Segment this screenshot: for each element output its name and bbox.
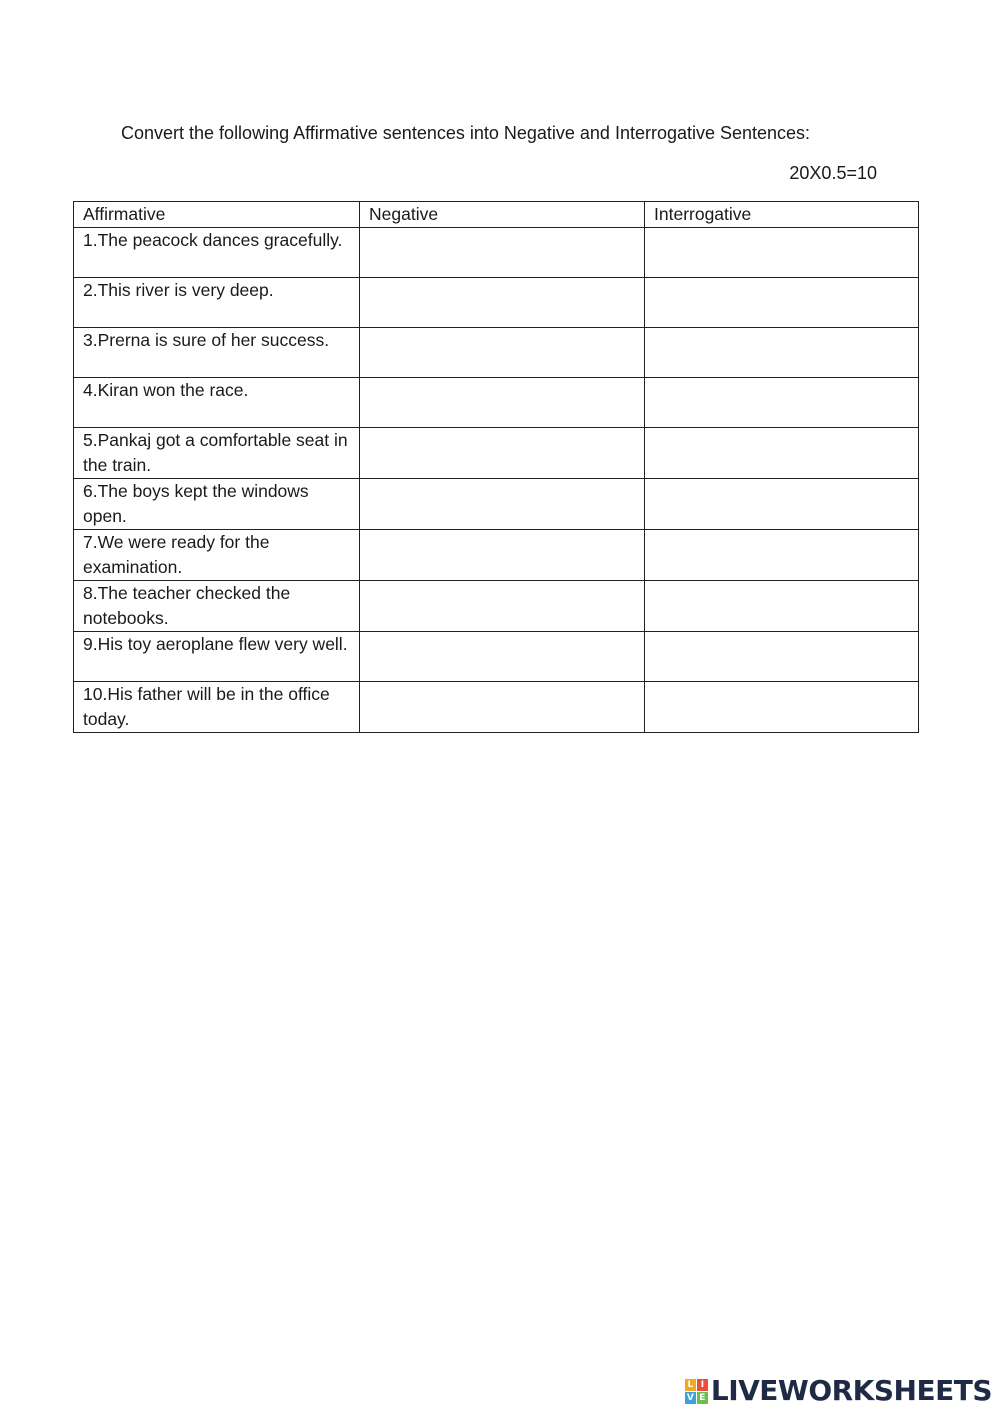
affirmative-cell: 4.Kiran won the race. xyxy=(74,378,360,428)
negative-answer-field[interactable] xyxy=(360,632,645,682)
negative-answer-field[interactable] xyxy=(360,228,645,278)
logo-wordmark: LIVEWORKSHEETS xyxy=(710,1374,992,1407)
marks-label: 20X0.5=10 xyxy=(789,163,877,183)
negative-answer-field[interactable] xyxy=(360,479,645,530)
interrogative-answer-field[interactable] xyxy=(645,378,919,428)
interrogative-answer-field[interactable] xyxy=(645,632,919,682)
interrogative-answer-field[interactable] xyxy=(645,228,919,278)
logo-square: V xyxy=(685,1392,696,1404)
table-row xyxy=(74,479,919,530)
affirmative-cell: 8.The teacher checked the notebooks. xyxy=(74,581,360,632)
affirmative-cell: 7.We were ready for the examination. xyxy=(74,530,360,581)
liveworksheets-logo-icon xyxy=(685,1379,708,1404)
table-row xyxy=(74,278,919,328)
negative-answer-field[interactable] xyxy=(360,682,645,733)
worksheet-table xyxy=(73,201,919,733)
logo-square: E xyxy=(697,1392,708,1404)
table-row xyxy=(74,632,919,682)
interrogative-answer-field[interactable] xyxy=(645,682,919,733)
interrogative-answer-field[interactable] xyxy=(645,278,919,328)
affirmative-cell: 9.His toy aeroplane flew very well. xyxy=(74,632,360,682)
logo-square: L xyxy=(685,1379,696,1391)
affirmative-cell: 1.The peacock dances gracefully. xyxy=(74,228,360,278)
negative-answer-field[interactable] xyxy=(360,278,645,328)
affirmative-cell: 5.Pankaj got a comfortable seat in the train. xyxy=(74,428,360,479)
affirmative-cell: 10.His father will be in the office today. xyxy=(74,682,360,733)
liveworksheets-logo xyxy=(685,1375,992,1407)
header-interrogative: Interrogative xyxy=(645,202,919,228)
table-row xyxy=(74,328,919,378)
table-row xyxy=(74,428,919,479)
table-row xyxy=(74,682,919,733)
negative-answer-field[interactable] xyxy=(360,428,645,479)
negative-answer-field[interactable] xyxy=(360,581,645,632)
interrogative-answer-field[interactable] xyxy=(645,479,919,530)
header-affirmative: Affirmative xyxy=(74,202,360,228)
interrogative-answer-field[interactable] xyxy=(645,428,919,479)
negative-answer-field[interactable] xyxy=(360,328,645,378)
table-header-row xyxy=(74,202,919,228)
affirmative-cell: 6.The boys kept the windows open. xyxy=(74,479,360,530)
affirmative-cell: 2.This river is very deep. xyxy=(74,278,360,328)
interrogative-answer-field[interactable] xyxy=(645,328,919,378)
instruction-text: Convert the following Affirmative sentences into Negative and Interrogative Sentences: xyxy=(121,123,811,143)
logo-square: I xyxy=(697,1379,708,1391)
table-row xyxy=(74,378,919,428)
table-row xyxy=(74,228,919,278)
interrogative-answer-field[interactable] xyxy=(645,581,919,632)
table-row xyxy=(74,581,919,632)
table-row xyxy=(74,530,919,581)
interrogative-answer-field[interactable] xyxy=(645,530,919,581)
negative-answer-field[interactable] xyxy=(360,378,645,428)
affirmative-cell: 3.Prerna is sure of her success. xyxy=(74,328,360,378)
header-negative: Negative xyxy=(360,202,645,228)
negative-answer-field[interactable] xyxy=(360,530,645,581)
